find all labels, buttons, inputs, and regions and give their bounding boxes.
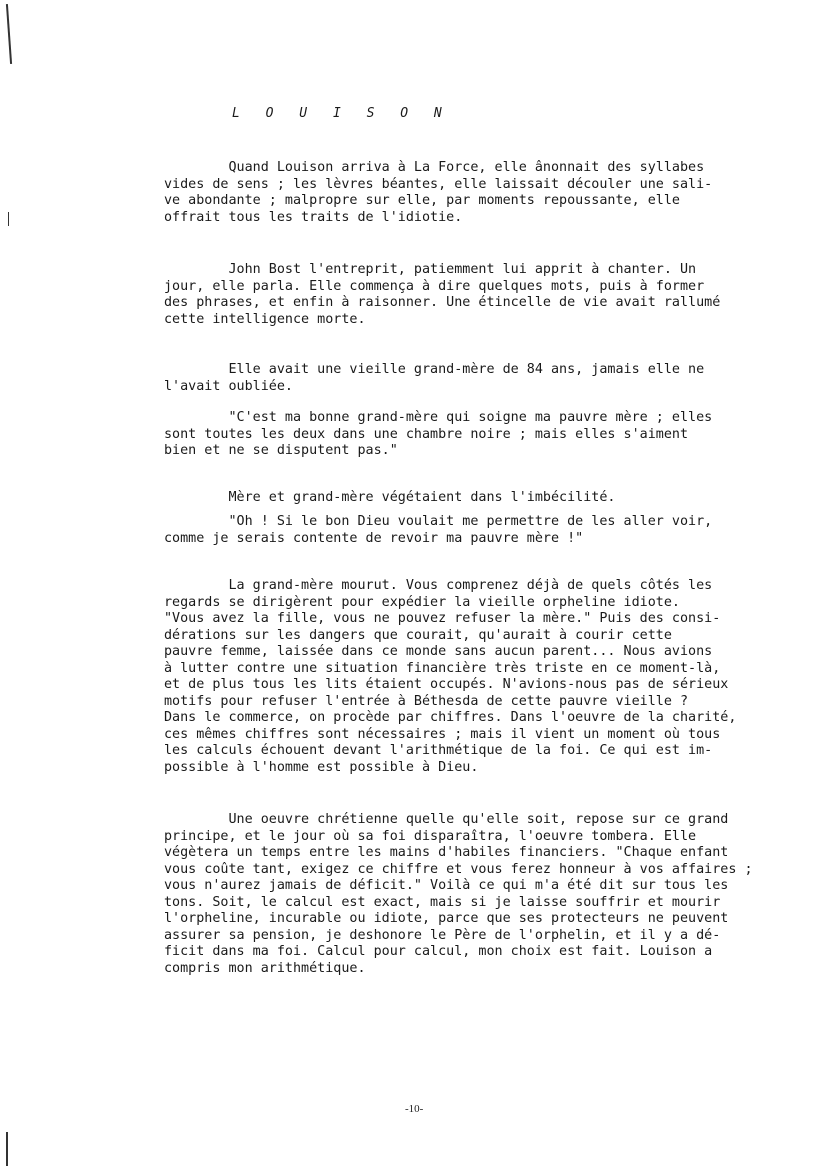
paragraph-2: John Bost l'entreprit, patiemment lui apprit à chanter. Un jour, elle parla. Elle commença à dire quelques mots, puis à former des phrases, et enfin à raisonner. Une étincelle de vie avait rallumé cette intelligence morte. [164, 262, 721, 327]
scan-edge-mark-bottom [6, 1132, 8, 1166]
paragraph-3: Elle avait une vieille grand-mère de 84 ans, jamais elle ne l'avait oubliée. [164, 362, 705, 394]
scan-edge-mark-mid [8, 212, 9, 226]
paragraph-4: "C'est ma bonne grand-mère qui soigne ma pauvre mère ; elles sont toutes les deux dans une chambre noire ; mais elles s'aiment bien et ne se disputent pas." [164, 410, 713, 458]
document-title: L O U I S O N [232, 106, 451, 121]
paragraph-8: Une oeuvre chrétienne quelle qu'elle soit, repose sur ce grand principe, et le jour où sa foi disparaîtra, l'oeuvre tombera. Elle végètera un temps entre les mains d'habiles financiers. "Chaque enfant vous coûte tant, exigez ce chiffre et vous ferez honneur à vos affaires ; vous n'aurez jamais de déficit." Voilà ce qui m'a été dit sur tous les tons. Soit, le calcul est exact, mais si je laisse souffrir et mourir l'orpheline, incurable ou idiote, parce que ses protecteurs ne peuvent assurer sa pension, je deshonore le Père de l'orphelin, et il y a dé- ficit dans ma foi. Calcul pour calcul, mon choix est fait. Louison a compris mon arithmétique. [164, 812, 753, 976]
paragraph-6: "Oh ! Si le bon Dieu voulait me permettre de les aller voir, comme je serais contente de revoir ma pauvre mère !" [164, 514, 713, 546]
paragraph-7: La grand-mère mourut. Vous comprenez déjà de quels côtés les regards se dirigèrent pour expédier la vieille orpheline idiote. "Vous avez la fille, vous ne pouvez refuser la mère." Puis des consi- dérations sur les dangers que courait, qu'aurait à courir cette pauvre femme, laissée dans ce monde sans aucun parent... Nous avions à lutter contre une situation financière très triste en ce moment-là, et de plus tous les lits étaient occupés. N'avions-nous pas de sérieux motifs pour refuser l'entrée à Béthesda de cette pauvre vieille ? Dans le commerce, on procède par chiffres. Dans l'oeuvre de la charité, ces mêmes chiffres sont nécessaires ; mais il vient un moment où tous les calculs échouent devant l'arithmétique de la foi. Ce qui est im- possible à l'homme est possible à Dieu. [164, 578, 737, 775]
paragraph-5: Mère et grand-mère végétaient dans l'imbécilité. [164, 490, 616, 505]
page-number: -10- [405, 1103, 424, 1115]
paragraph-1: Quand Louison arriva à La Force, elle ânonnait des syllabes vides de sens ; les lèvres béantes, elle laissait découler une sali- ve abondante ; malpropre sur elle, par moments repoussante, elle offrait tous les traits de l'idiotie. [164, 160, 713, 225]
scan-edge-mark-top [6, 4, 12, 64]
